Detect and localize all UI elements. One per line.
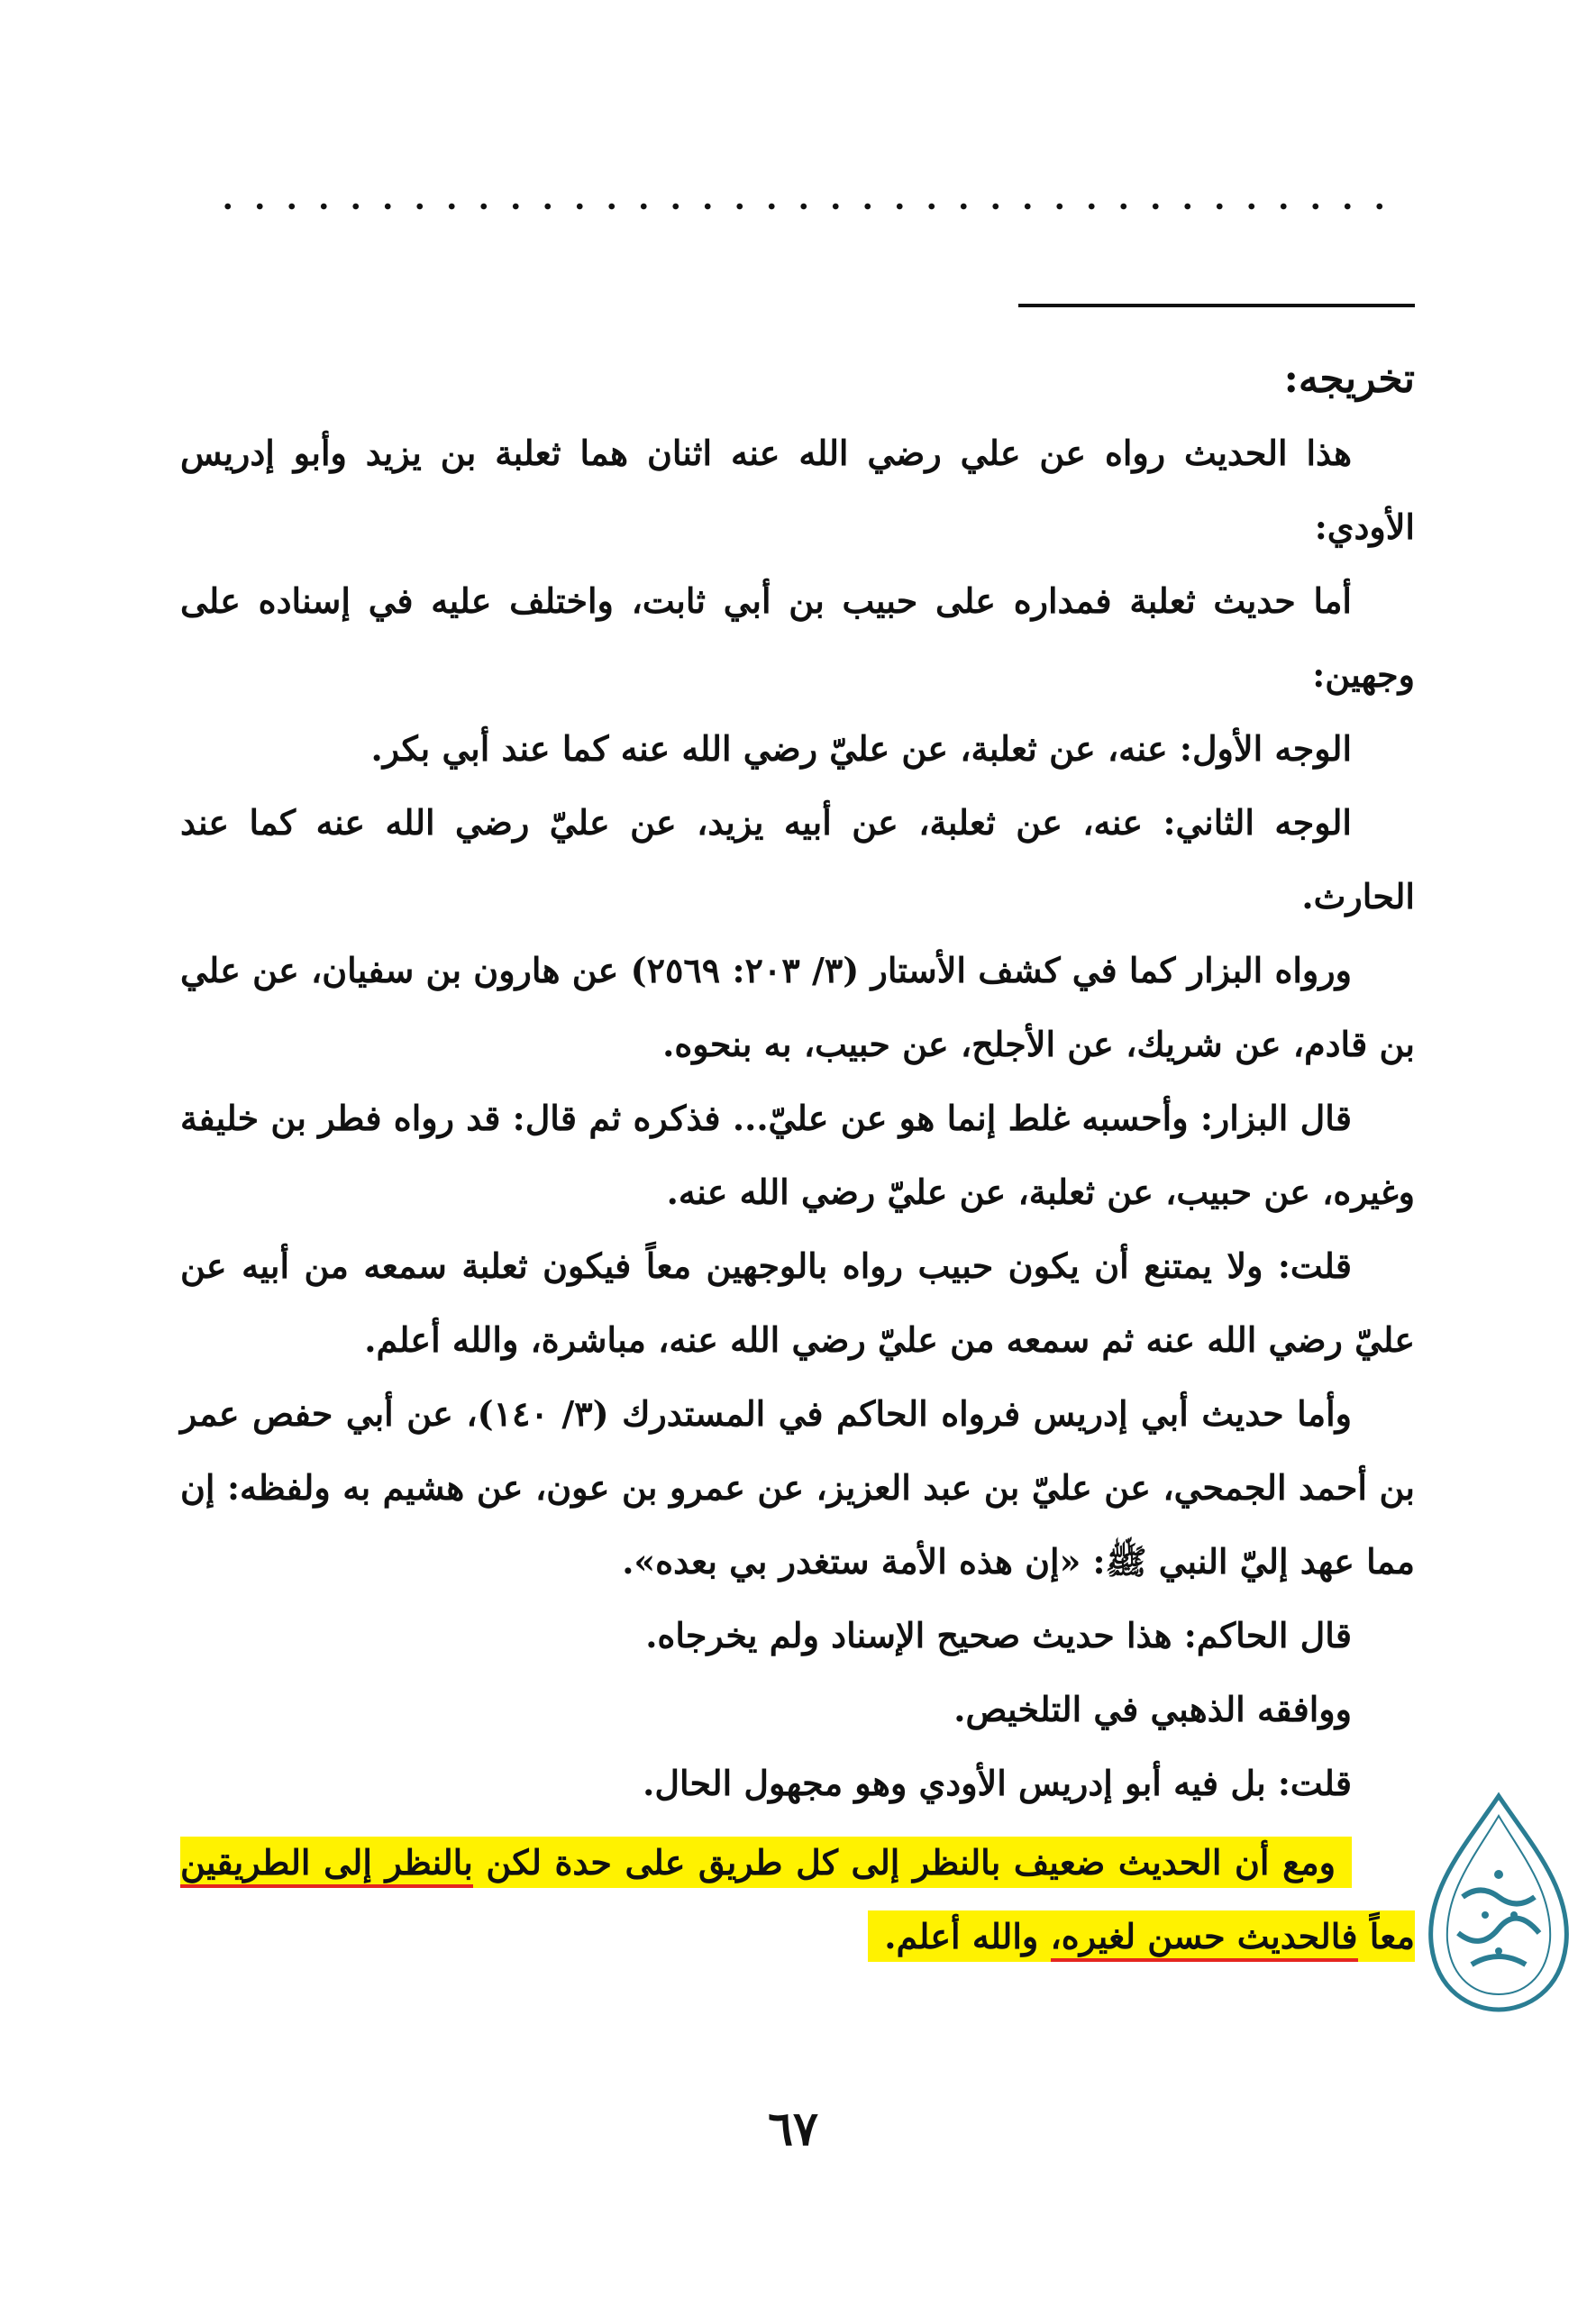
highlight-text-1: ومع أن الحديث ضعيف بالنظر إلى كل طريق على حدة لكن: [472, 1842, 1336, 1883]
highlighted-paragraph: [180, 1826, 1415, 1974]
paragraph-5: ورواه البزار كما في كشف الأستار (٣/ ٢٠٣: ٢٥٦٩) عن هارون بن سفيان، عن علي بن قادم، عن شريك، عن الأجلح، عن حبيب، به بنحوه.: [180, 950, 1415, 1064]
paragraph-9: قال الحاكم: هذا حديث صحيح الإسناد ولم يخرجاه.: [645, 1615, 1352, 1655]
paragraph-7: قلت: ولا يمتنع أن يكون حبيب رواه بالوجهين معاً فيكون ثعلبة سمعه من أبيه عن عليّ رضي الله عنه ثم سمعه من عليّ رضي الله عنه، مباشرة، والله أعلم.: [180, 1245, 1415, 1360]
paragraph-11: قلت: بل فيه أبو إدريس الأودي وهو مجهول الحال.: [643, 1763, 1352, 1803]
paragraph-8: وأما حديث أبي إدريس فرواه الحاكم في المستدرك (٣/ ١٤٠)، عن أبي حفص عمر بن أحمد الجمحي، عن عليّ بن عبد العزيز، عن عمرو بن عون، عن هشيم به ولفظه: إن مما عهد إليّ النبي ﷺ: «إن هذه الأمة ستغدر بي بعده».: [180, 1393, 1415, 1582]
paragraph-2: أما حديث ثعلبة فمداره على حبيب بن أبي ثابت، واختلف عليه في إسناده على وجهين:: [180, 580, 1415, 695]
dotted-separator: [212, 200, 1406, 213]
calligraphy-logo: [1422, 1789, 1575, 2014]
underlined-phrase-2: فالحديث حسن لغيره،: [1051, 1916, 1358, 1962]
highlight-text-3: والله أعلم.: [884, 1916, 1051, 1956]
underlined-phrase-1: بالنظر إلى الطريقين: [180, 1842, 473, 1888]
paragraph-6: قال البزار: وأحسبه غلط إنما هو عن عليّ... فذكره ثم قال: قد رواه فطر بن خليفة وغيره، عن حبيب، عن ثعلبة، عن عليّ رضي الله عنه.: [180, 1098, 1415, 1212]
paragraph-1: هذا الحديث رواه عن علي رضي الله عنه اثنان هما ثعلبة بن يزيد وأبو إدريس الأودي:: [180, 433, 1415, 547]
paragraph-3: الوجه الأول: عنه، عن ثعلبة، عن عليّ رضي الله عنه كما عند أبي بكر.: [370, 728, 1352, 769]
paragraph-4: الوجه الثاني: عنه، عن ثعلبة، عن أبيه يزيد، عن عليّ رضي الله عنه كما عند الحارث.: [180, 802, 1415, 916]
paragraph-10: ووافقه الذهبي في التلخيص.: [953, 1689, 1352, 1729]
highlight-text-2: معاً: [1357, 1916, 1415, 1956]
horizontal-rule: [1018, 304, 1415, 307]
page-body: [180, 342, 1415, 1974]
page-number: ٦٧: [768, 2102, 818, 2157]
section-heading: تخريجه:: [1283, 356, 1415, 402]
highlight-marker: [180, 1837, 1415, 1962]
